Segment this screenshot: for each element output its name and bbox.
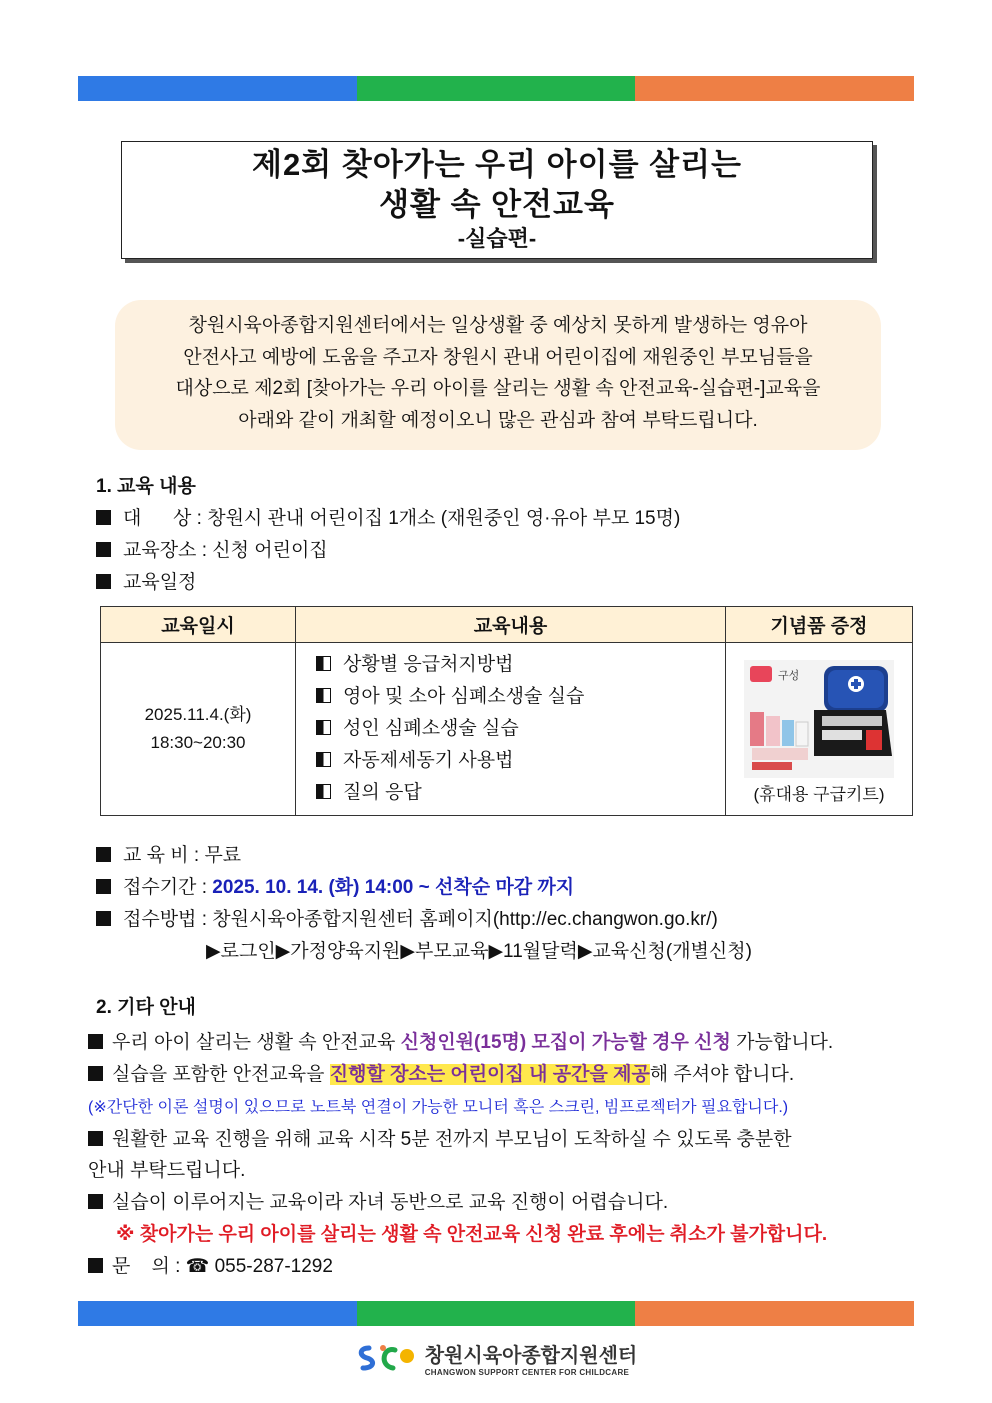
intro-line: 안전사고 예방에 도움을 주고자 창원시 관내 어린이집에 재원중인 부모님들을: [183, 346, 813, 368]
content-text: 자동제세동기 사용법: [343, 750, 514, 771]
table-row: [101, 643, 913, 816]
first-aid-kit-icon: [744, 660, 894, 778]
cancel-warning: ※ 찾아가는 우리 아이를 살리는 생활 속 안전교육 신청 완료 후에는 취소가 불가합니다.: [116, 1224, 828, 1245]
title-box: [121, 141, 873, 259]
period-row: [96, 872, 574, 899]
contact-row: [88, 1251, 333, 1278]
notice-item-2: [88, 1059, 794, 1086]
time-text: 18:30~20:30: [150, 733, 246, 752]
date-text: 2025.11.4.(화): [144, 705, 252, 724]
target-text: 대 상 : 창원시 관내 어린이집 1개소 (재원중인 영·유아 부모 15명): [123, 508, 681, 529]
gift-caption: (휴대용 구급키트): [753, 784, 885, 804]
half-square-bullet-icon: [316, 656, 331, 671]
square-bullet-icon: [88, 1034, 103, 1049]
square-bullet-icon: [88, 1258, 103, 1273]
notice-emphasis: 신청인원(15명) 모집이 가능할 경우 신청: [400, 1032, 731, 1053]
center-logo-icon: [355, 1342, 417, 1374]
square-bullet-icon: [96, 542, 111, 557]
square-bullet-icon: [88, 1194, 103, 1209]
title-line-2: 생활 속 안전교육: [379, 187, 615, 222]
header-date: 교육일시: [101, 607, 296, 643]
half-square-bullet-icon: [316, 784, 331, 799]
date-cell: [101, 643, 296, 816]
square-bullet-icon: [96, 879, 111, 894]
footer-name: 창원시육아종합지원센터: [424, 1345, 638, 1367]
fee-text: 교 육 비 : 무료: [123, 845, 242, 866]
content-text: 상황별 응급처지방법: [343, 654, 514, 675]
content-cell: [296, 643, 726, 816]
header-gift: 기념품 증정: [726, 607, 913, 643]
intro-box: [115, 300, 881, 450]
method-row: [96, 904, 718, 931]
list-item: [316, 777, 725, 809]
notice-text: 실습이 이루어지는 교육이라 자녀 동반으로 교육 진행이 어렵습니다.: [112, 1192, 669, 1213]
notice-item-1: [88, 1027, 833, 1054]
method-path: ▶로그인▶가정양육지원▶부모교육▶11월달력▶교육신청(개별신청): [206, 941, 752, 962]
place-text: 교육장소 : 신청 어린이집: [123, 540, 328, 561]
notice-text: 가능합니다.: [730, 1032, 834, 1053]
intro-line: 창원시육아종합지원센터에서는 일상생활 중 예상치 못하게 발생하는 영유아: [188, 315, 808, 336]
contact-text: 문 의 : ☎ 055-287-1292: [112, 1256, 333, 1277]
half-square-bullet-icon: [316, 720, 331, 735]
half-square-bullet-icon: [316, 688, 331, 703]
header-content: 교육내용: [296, 607, 726, 643]
fee-row: [96, 840, 241, 867]
list-item: [316, 745, 725, 777]
notice-text: 실습을 포함한 안전교육을: [112, 1064, 330, 1085]
notice-text: 해 주셔야 합니다.: [649, 1064, 795, 1085]
method-text: 접수방법 : 창원시육아종합지원센터 홈페이지(http://ec.changwon.go.kr/): [123, 909, 718, 930]
gift-tag-text: 구성: [778, 668, 800, 682]
schedule-row: [96, 567, 196, 594]
content-text: 영아 및 소아 심폐소생술 실습: [343, 686, 585, 707]
list-item: [316, 713, 725, 745]
square-bullet-icon: [96, 574, 111, 589]
section2-heading: 2. 기타 안내: [96, 997, 196, 1018]
square-bullet-icon: [88, 1131, 103, 1146]
first-aid-kit-image: [744, 660, 894, 778]
period-value: 2025. 10. 14. (화) 14:00 ~ 선착순 마감 까지: [212, 877, 575, 898]
notice-item-3: [88, 1124, 792, 1151]
footer-subtitle: CHANGWON SUPPORT CENTER FOR CHILDCARE: [424, 1368, 630, 1377]
schedule-label: 교육일정: [123, 572, 197, 593]
notice-note: (※간단한 이론 설명이 있으므로 노트북 연결이 가능한 모니터 혹은 스크린, 빔프로젝터가 필요합니다.): [88, 1099, 789, 1116]
intro-line: 아래와 같이 개최할 예정이오니 많은 관심과 참여 부탁드립니다.: [238, 409, 758, 431]
top-color-bar: [78, 76, 914, 101]
square-bullet-icon: [96, 510, 111, 525]
notice-text: 원활한 교육 진행을 위해 교육 시작 5분 전까지 부모님이 도착하실 수 있도록 충분한: [112, 1129, 792, 1150]
half-square-bullet-icon: [316, 752, 331, 767]
table-header-row: [101, 607, 913, 643]
content-text: 질의 응답: [343, 782, 422, 803]
schedule-table: [100, 606, 913, 816]
period-label: 접수기간 :: [123, 877, 213, 898]
target-row: [96, 503, 680, 530]
square-bullet-icon: [96, 847, 111, 862]
bottom-color-bar: [78, 1301, 914, 1326]
notice-highlight: 진행할 장소는 어린이집 내 공간을 제공: [329, 1064, 650, 1085]
section1-heading: 1. 교육 내용: [96, 476, 196, 497]
content-text: 성인 심폐소생술 실습: [343, 718, 519, 739]
notice-item-4: [88, 1187, 668, 1214]
title-line-3: -실습편-: [457, 226, 537, 251]
square-bullet-icon: [88, 1066, 103, 1081]
notice-text: 우리 아이 살리는 생활 속 안전교육: [112, 1032, 401, 1053]
notice-item-3-cont: 안내 부탁드립니다.: [88, 1160, 246, 1181]
list-item: [316, 681, 725, 713]
place-row: [96, 535, 328, 562]
gift-cell: [726, 643, 913, 816]
footer-logo: [0, 1339, 992, 1379]
square-bullet-icon: [96, 911, 111, 926]
title-line-1: 제2회 찾아가는 우리 아이를 살리는: [252, 147, 742, 182]
list-item: [316, 649, 725, 681]
intro-line: 대상으로 제2회 [찾아가는 우리 아이를 살리는 생활 속 안전교육-실습편-]교육을: [175, 378, 821, 399]
